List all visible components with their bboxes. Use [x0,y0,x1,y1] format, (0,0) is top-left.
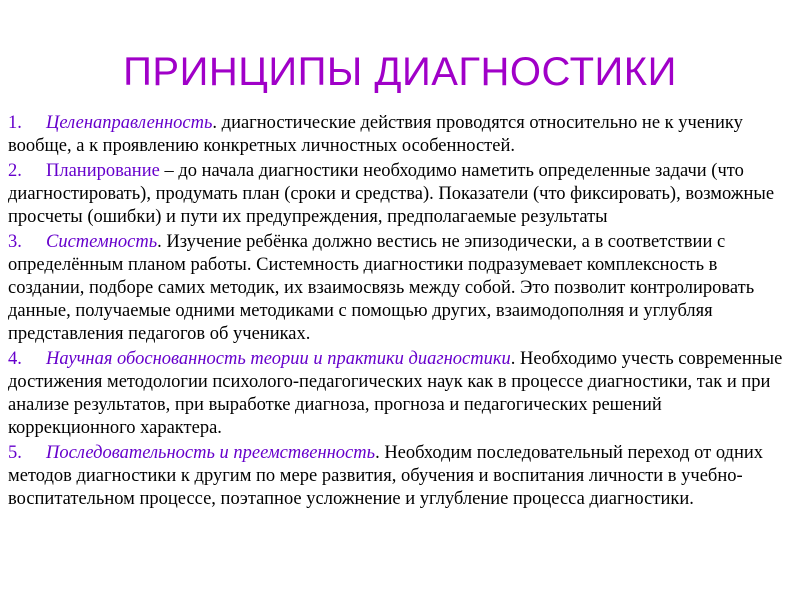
item-text: . диагностические действия проводятся относительно не к ученику вообще, а к проявлению конкретных личностных особенностей. [8,113,743,156]
item-number: 5. [8,443,22,463]
slide-title: ПРИНЦИПЫ ДИАГНОСТИКИ [123,50,677,94]
item-number: 2. [8,161,22,181]
item-term: Планирование [46,161,160,181]
principles-list [8,112,790,513]
item-number: 1. [8,113,22,133]
item-text: . Необходим последовательный переход от одних методов диагностики к другим по мере развития, обучения и воспитания личности в учебно-воспитательном процессе, поэтапное усложнение и углубление процесса диагностики. [8,443,764,509]
list-item-3 [8,231,790,346]
list-item-1 [8,112,790,158]
item-term: Последовательность и преемственность [46,443,376,463]
item-text: . Изучение ребёнка должно вестись не эпизодически, а в соответствии с определённым планом работы. Системность диагностики подразумевает комплексность в создании, подборе самих методик, их взаимосвязь между собой. Это позволит контролировать данные, получаемые одними методиками с помощью других, взаимодополняя и углубляя представления педагогов об учениках. [8,232,755,344]
item-number: 4. [8,349,22,369]
item-term: Целенаправленность [46,113,213,133]
list-item-5 [8,442,790,511]
item-term: Системность [46,232,158,252]
item-number: 3. [8,232,22,252]
item-text: . Необходимо учесть современные достижения методологии психолого-педагогических наук как в процессе диагностики, так и при анализе результатов, при выработке диагноза, прогноза и педагогических решений коррекционного характера. [8,349,783,438]
list-item-4 [8,348,790,440]
list-item-2 [8,160,790,229]
item-text: – до начала диагностики необходимо наметить определенные задачи (что диагностировать), продумать план (сроки и средства). Показатели (что фиксировать), возможные просчеты (ошибки) и пути их предупреждения, предполагаемые результаты [8,161,775,227]
item-term: Научная обоснованность теории и практики диагностики [46,349,511,369]
